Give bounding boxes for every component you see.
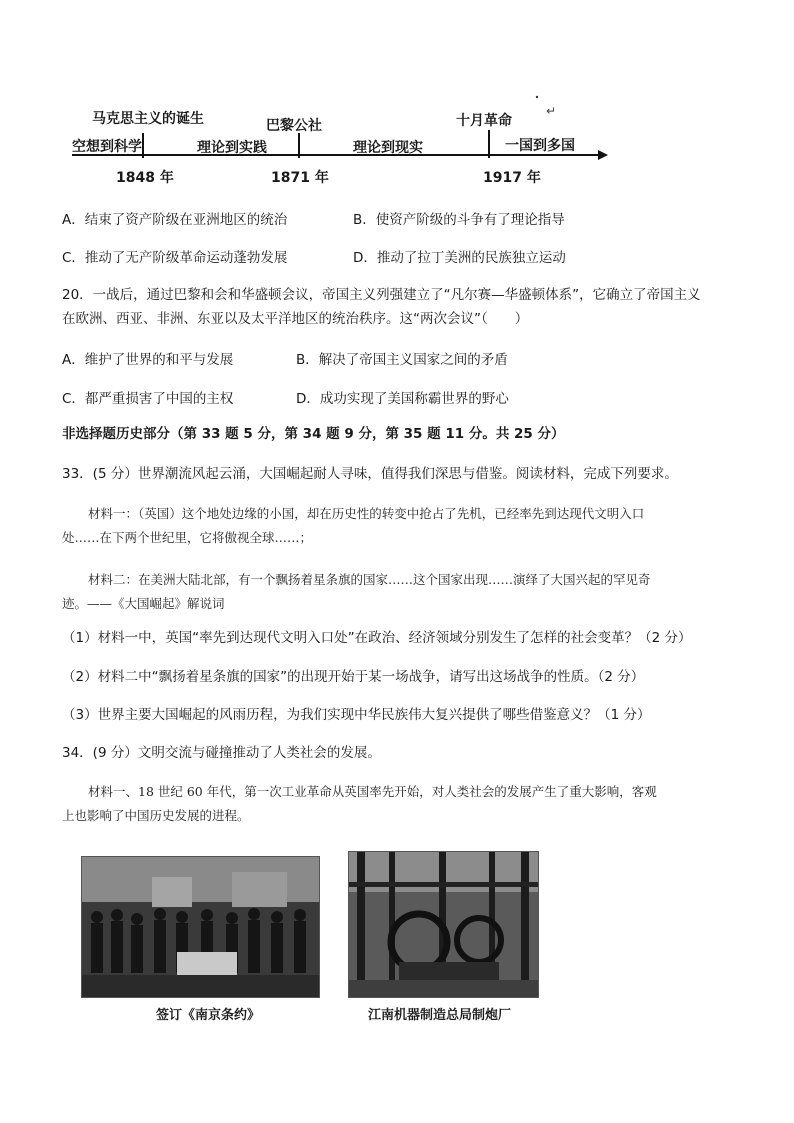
timeline-year-1917: 1917 年: [483, 170, 541, 186]
q33-material2-line2: 迹。——《大国崛起》解说词: [62, 596, 225, 611]
q33-question-1: （1）材料一中，英国“率先到达现代文明入口处”在政治、经济领域分别发生了怎样的社会变革？（2 分）: [62, 630, 692, 646]
timeline-label-commune: 巴黎公社: [266, 118, 322, 134]
q19-option-b: B．使资产阶级的斗争有了理论指导: [353, 212, 565, 228]
timeline-label-theory-reality: 理论到现实: [353, 140, 423, 156]
q33-material2-line1: 材料二：在美洲大陆北部，有一个飘扬着星条旗的国家……这个国家出现……演绎了大国兴起的罕见奇: [88, 572, 651, 587]
q19-option-c: C．推动了无产阶级革命运动蓬勃发展: [62, 250, 288, 266]
timeline-label-october: 十月革命: [456, 113, 512, 129]
q20-option-b: B．解决了帝国主义国家之间的矛盾: [296, 352, 508, 368]
timeline-label-marxism: 马克思主义的诞生: [92, 111, 204, 127]
q33-stem: 33．(5 分）世界潮流风起云涌，大国崛起耐人寻味，值得我们深思与借鉴。阅读材料，完成下列要求。: [62, 466, 678, 482]
q20-option-c: C．都严重损害了中国的主权: [62, 391, 234, 407]
timeline-label-utopia: 空想到科学: [72, 139, 142, 155]
timeline-label-theory-practice: 理论到实践: [197, 140, 267, 156]
q19-option-a: A．结束了资产阶级在亚洲地区的统治: [62, 212, 288, 228]
section-title: 非选择题历史部分（第 33 题 5 分，第 34 题 9 分，第 35 题 11 分。共 25 分）: [62, 426, 565, 442]
q20-option-d: D．成功实现了美国称霸世界的野心: [296, 391, 509, 407]
q34-material1-line1: 材料一、18 世纪 60 年代，第一次工业革命从英国率先开始，对人类社会的发展产生了重大影响，客观: [88, 784, 657, 799]
photo-jiangnan-arsenal: [348, 851, 539, 998]
q20-stem-line2: 在欧洲、西亚、非洲、东亚以及太平洋地区的统治秩序。这“两次会议”（ ）: [62, 311, 529, 327]
q20-option-a: A．维护了世界的和平与发展: [62, 352, 234, 368]
timeline: [0, 0, 794, 200]
stray-mark: ↵: [546, 104, 557, 118]
photo-treaty-signing: [81, 856, 320, 998]
photo-caption-1: 签订《南京条约》: [156, 1008, 261, 1023]
timeline-year-1848: 1848 年: [116, 170, 174, 186]
q20-stem-line1: 20．一战后，通过巴黎和会和华盛顿会议，帝国主义列强建立了“凡尔赛—华盛顿体系”，它确立了帝国主义: [62, 287, 701, 303]
q33-material1-line2: 处……在下两个世纪里，它将傲视全球……；: [62, 530, 313, 545]
q33-question-2: （2）材料二中“飘扬着星条旗的国家”的出现开始于某一场战争，请写出这场战争的性质。（2 分）: [62, 669, 645, 685]
timeline-label-one-many: 一国到多国: [505, 138, 575, 154]
timeline-year-1871: 1871 年: [271, 170, 329, 186]
q33-material1-line1: 材料一：（英国）这个地处边缘的小国，却在历史性的转变中抢占了先机，已经率先到达现代文明入口: [88, 506, 645, 521]
q19-option-d: D．推动了拉丁美洲的民族独立运动: [353, 250, 566, 266]
q34-stem: 34．(9 分）文明交流与碰撞推动了人类社会的发展。: [62, 745, 381, 761]
q34-material1-line2: 上也影响了中国历史发展的进程。: [62, 808, 250, 823]
photo-caption-2: 江南机器制造总局制炮厂: [368, 1008, 512, 1023]
q33-question-3: （3）世界主要大国崛起的风雨历程，为我们实现中华民族伟大复兴提供了哪些借鉴意义？（1 分）: [62, 707, 651, 723]
